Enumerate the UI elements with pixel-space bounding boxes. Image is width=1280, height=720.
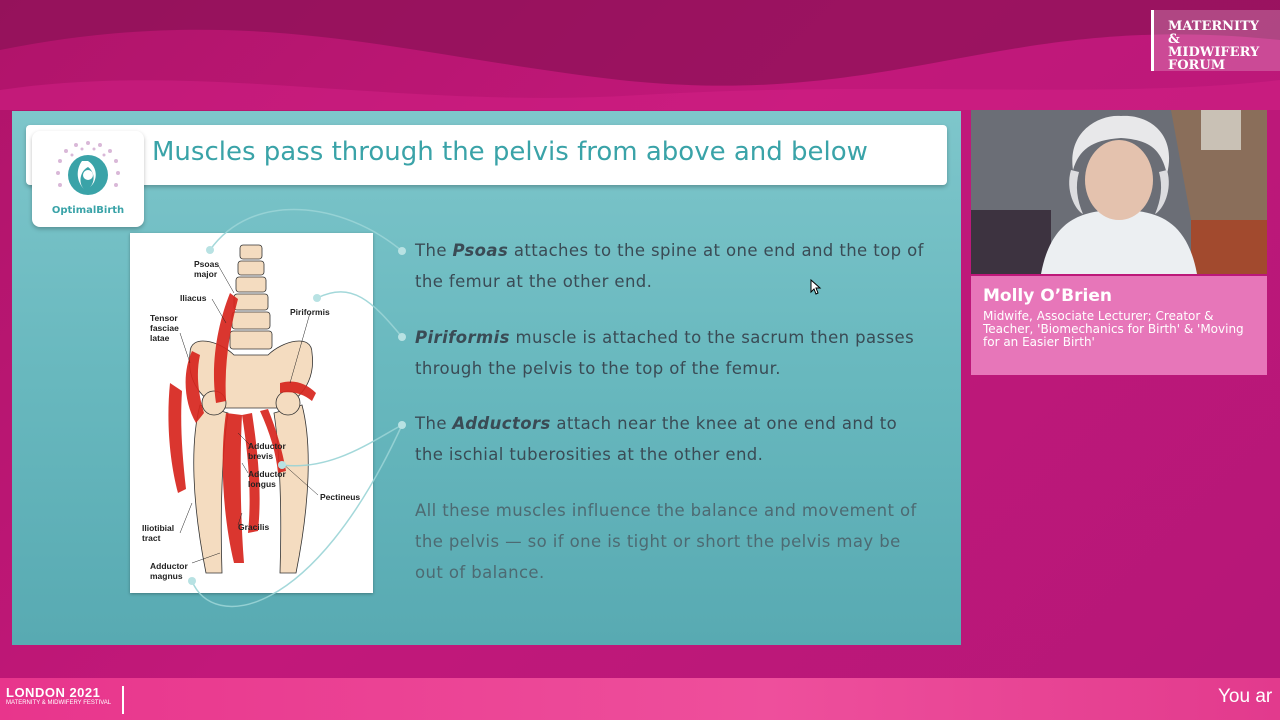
background-wave	[0, 0, 1280, 110]
speaker-webcam-feed	[971, 110, 1267, 274]
label-iliacus: Iliacus	[180, 293, 207, 303]
bullet-piriformis: Piriformis muscle is attached to the sacrum then passes through the pelvis to the top of the femur.	[415, 328, 915, 378]
bullet-adductors: The Adductors attach near the knee at one end and to the ischial tuberosities at the other end.	[415, 414, 898, 464]
label-adductor-longus: Adductor longus	[248, 469, 286, 489]
bottom-ticker-bar	[0, 678, 1280, 720]
event-logo	[6, 686, 124, 714]
slide-summary-note: All these muscles influence the balance and movement of the pelvis — so if one is tight or short the pelvis may be out of balance.	[415, 501, 917, 582]
label-adductor-brevis: Adductor brevis	[248, 441, 286, 461]
logo-mark-icon	[32, 131, 144, 211]
label-iliotibial-tract: Iliotibial tract	[142, 523, 175, 543]
event-logo-title: LONDON 2021	[6, 685, 101, 700]
forum-logo-line: MATERNITY	[1168, 19, 1260, 34]
optimal-birth-logo	[32, 131, 144, 227]
presentation-slide	[12, 111, 961, 645]
forum-logo-line: FORUM	[1168, 58, 1226, 73]
label-psoas-major: Psoas major	[194, 259, 220, 279]
pelvis-muscle-illustration	[130, 233, 373, 593]
label-adductor-magnus: Adductor magnus	[150, 561, 188, 581]
logo-text: OptimalBirth	[51, 205, 125, 216]
bullet-psoas: The Psoas attaches to the spine at one end and the top of the femur at the other end.	[415, 241, 924, 291]
event-logo-subtitle: MATERNITY & MIDWIFERY FESTIVAL	[6, 700, 112, 706]
speaker-role: Midwife, Associate Lecturer; Creator & Teacher, 'Biomechanics for Birth' & 'Moving for an Easier Birth'	[983, 309, 1244, 349]
forum-logo-line: & MIDWIFERY	[1168, 32, 1260, 60]
mouse-cursor-icon	[810, 279, 822, 295]
speaker-name: Molly O’Brien	[983, 286, 1112, 306]
label-piriformis: Piriformis	[290, 307, 330, 317]
speaker-video-frame	[971, 110, 1267, 274]
slide-title: Muscles pass through the pelvis from above and below	[152, 137, 868, 167]
speaker-name-card	[971, 276, 1267, 375]
ticker-message: You ar	[1218, 686, 1273, 707]
label-pectineus: Pectineus	[320, 492, 361, 502]
label-gracilis: Gracilis	[238, 522, 270, 532]
forum-logo	[1151, 10, 1280, 71]
label-tensor-fasciae-latae: Tensor fasciae latae	[150, 313, 179, 343]
